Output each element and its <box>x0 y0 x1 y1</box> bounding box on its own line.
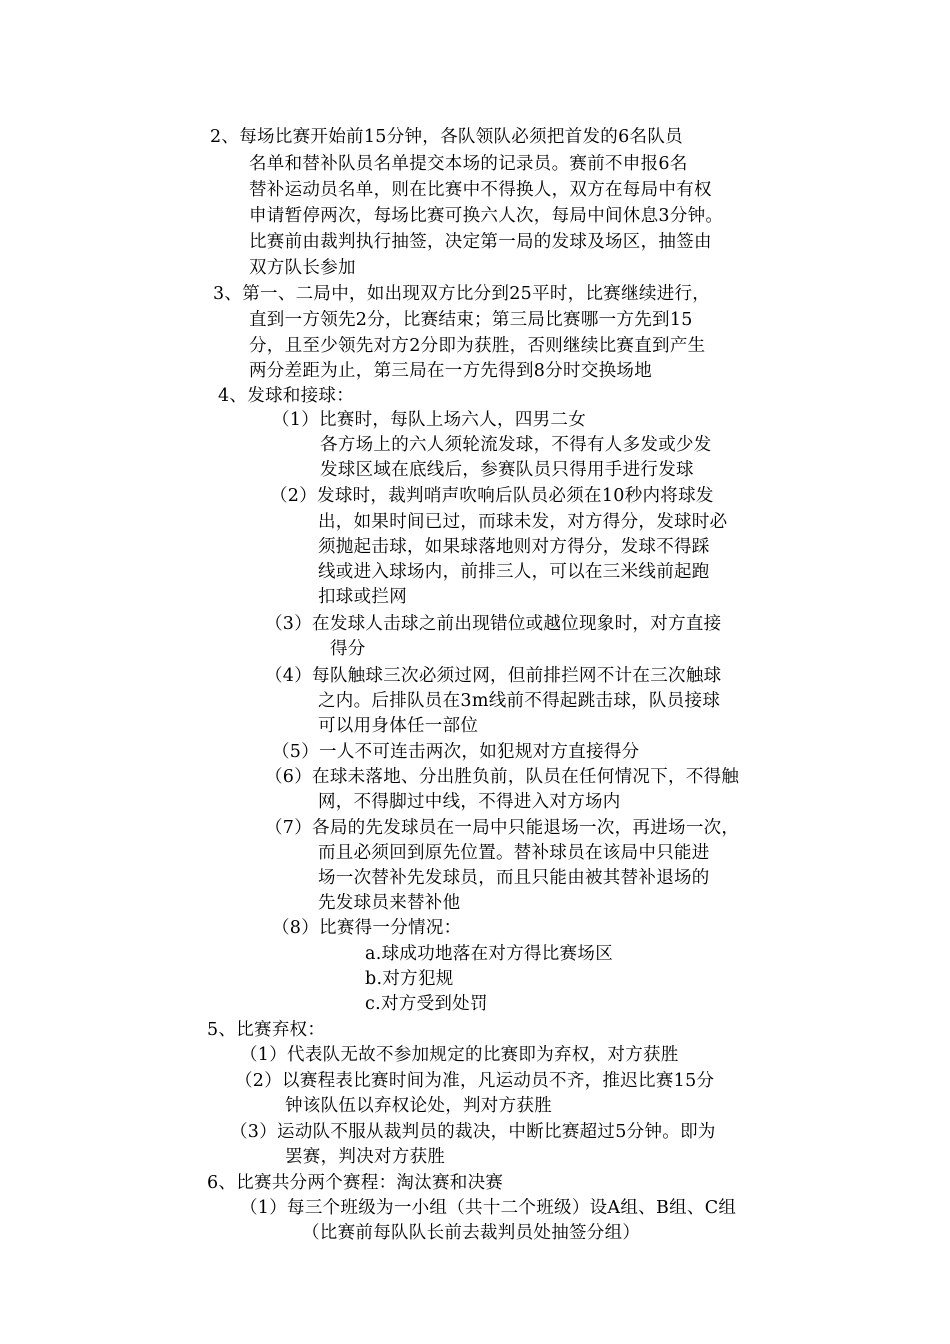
list-item: （3）运动队不服从裁判员的裁决，中断比赛超过5分钟。即为 <box>230 1122 716 1142</box>
text-line: 比赛前由裁判执行抽签，决定第一局的发球及场区，抽签由 <box>249 232 712 252</box>
text-line: 场一次替补先发球员，而且只能由被其替补退场的 <box>318 868 710 888</box>
text-line: 线或进入球场内，前排三人，可以在三米线前起跑 <box>318 562 710 582</box>
text-line: 名单和替补队员名单提交本场的记录员。赛前不申报6名 <box>249 154 688 174</box>
text-line: 2、每场比赛开始前15分钟，各队领队必须把首发的6名队员 <box>210 127 683 147</box>
section-heading: 4、发球和接球： <box>218 386 355 406</box>
text-line: 3、第一、二局中，如出现双方比分到25平时，比赛继续进行， <box>213 284 711 304</box>
section-heading: 6、比赛共分两个赛程：淘汰赛和决赛 <box>207 1173 504 1193</box>
list-item: （1）代表队无故不参加规定的比赛即为弃权，对方获胜 <box>240 1045 679 1065</box>
list-item: （4）每队触球三次必须过网，但前排拦网不计在三次触球 <box>265 666 722 686</box>
list-item: （2）以赛程表比赛时间为准，凡运动员不齐，推迟比赛15分 <box>235 1071 715 1091</box>
text-line: （比赛前每队队长前去裁判员处抽签分组） <box>302 1223 641 1243</box>
section-heading: 5、比赛弃权： <box>207 1020 326 1040</box>
text-line: b.对方犯规 <box>365 969 454 989</box>
list-item: （1）比赛时，每队上场六人，四男二女 <box>272 410 587 430</box>
list-item: （6）在球未落地、分出胜负前，队员在任何情况下，不得触 <box>265 767 740 787</box>
text-line: 两分差距为止，第三局在一方先得到8分时交换场地 <box>249 361 653 381</box>
list-item: （1）每三个班级为一小组（共十二个班级）设A组、B组、C组 <box>240 1198 737 1218</box>
text-line: 分，且至少领先对方2分即为获胜，否则继续比赛直到产生 <box>249 336 706 356</box>
text-line: 出，如果时间已过，而球未发，对方得分，发球时必 <box>318 512 728 532</box>
text-line: 可以用身体任一部位 <box>318 716 479 736</box>
text-line: 扣球或拦网 <box>318 587 407 607</box>
text-line: 钟该队伍以弃权论处，判对方获胜 <box>285 1096 552 1116</box>
text-line: 之内。后排队员在3m线前不得起跳击球，队员接球 <box>318 691 721 711</box>
text-line: 申请暂停两次，每场比赛可换六人次，每局中间休息3分钟。 <box>249 206 724 226</box>
text-line: 网，不得脚过中线，不得进入对方场内 <box>318 792 621 812</box>
text-line: 替补运动员名单，则在比赛中不得换人，双方在每局中有权 <box>249 180 712 200</box>
text-line: 得分 <box>330 639 366 659</box>
text-line: 直到一方领先2分，比赛结束；第三局比赛哪一方先到15 <box>249 310 693 330</box>
text-line: 须抛起击球，如果球落地则对方得分，发球不得踩 <box>318 537 710 557</box>
list-item: （2）发球时，裁判哨声吹响后队员必须在10秒内将球发 <box>270 486 714 506</box>
list-item: （7）各局的先发球员在一局中只能退场一次，再进场一次， <box>265 818 740 838</box>
text-line: 先发球员来替补他 <box>318 893 461 913</box>
list-item: （3）在发球人击球之前出现错位或越位现象时，对方直接 <box>265 614 722 634</box>
list-item: （8）比赛得一分情况： <box>272 918 462 938</box>
text-line: 各方场上的六人须轮流发球，不得有人多发或少发 <box>320 435 712 455</box>
text-line: 双方队长参加 <box>249 258 356 278</box>
text-line: 罢赛，判决对方获胜 <box>285 1147 446 1167</box>
text-line: c.对方受到处罚 <box>365 994 488 1014</box>
text-line: 发球区域在底线后，参赛队员只得用手进行发球 <box>320 460 694 480</box>
list-item: （5）一人不可连击两次，如犯规对方直接得分 <box>272 742 640 762</box>
text-line: 而且必须回到原先位置。替补球员在该局中只能进 <box>318 843 710 863</box>
text-line: a.球成功地落在对方得比赛场区 <box>365 944 613 964</box>
